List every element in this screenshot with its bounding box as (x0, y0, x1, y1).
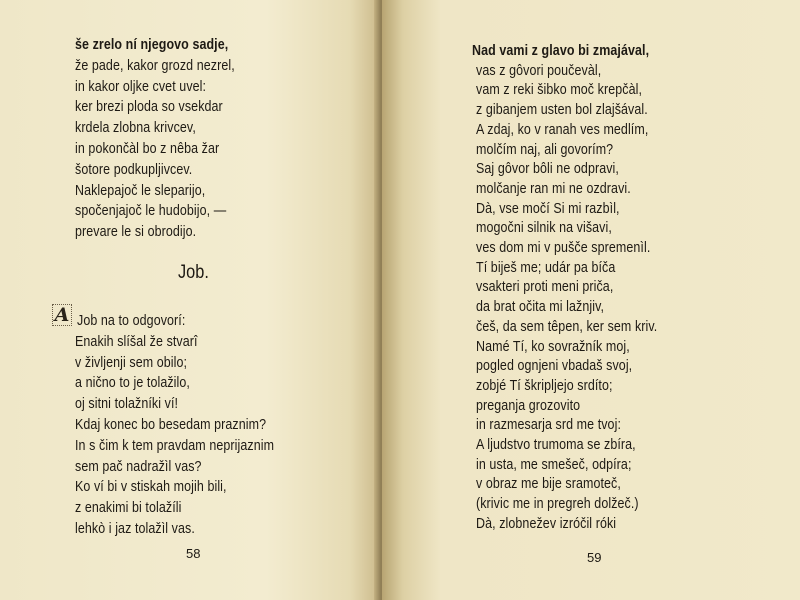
section-heading: Job. (178, 262, 209, 283)
verse-line: da brat očita mi lažnjiv, (476, 299, 605, 316)
verse-line: oj sitni tolažníki ví! (75, 396, 179, 413)
verse-line: v življenji sem obilo; (75, 354, 188, 371)
verse-line: ves dom mi v pušče spremenìl. (476, 240, 651, 256)
verse-line: in usta, me smešeč, odpíra; (476, 456, 632, 473)
verse-line: preganja grozovito (476, 397, 581, 414)
verse-line: vam z reki šibko moč krepčàl, (476, 82, 643, 99)
verse-line: zobjé Tí škripljejo srdíto; (476, 377, 613, 394)
verse-line: spočenjajoč le hudobijo, — (75, 203, 227, 220)
right-page (382, 0, 800, 600)
verse-line: molčím naj, ali govorím? (476, 141, 614, 158)
verse-line: molčanje ran mi ne ozdravi. (476, 180, 631, 197)
verse-line: vas z gôvori poučevàl, (476, 62, 602, 79)
verse-line: in kakor oljke cvet uvel: (75, 78, 207, 95)
verse-line: z enakimi bi tolažíli (75, 500, 182, 517)
verse-line: Dà, vse močí Si mi razbìl, (476, 200, 620, 217)
ornamental-initial-icon: A (52, 304, 72, 326)
verse-line: pogled ognjeni vbadaš svoj, (476, 358, 633, 375)
verse-line: a nično to je tolažilo, (75, 375, 190, 392)
verse-line: A ljudstvo trumoma se zbíra, (476, 437, 636, 453)
verse-line: še zrelo ní njegovo sadje, (75, 37, 229, 53)
verse-line: (krivic me in pregreh dolžeč.) (476, 496, 639, 513)
verse-line: in razmesarja srd me tvoj: (476, 417, 621, 434)
verse-line: Job na to odgovorí: (77, 313, 186, 329)
verse-line: krdela zlobna krivcev, (75, 120, 196, 137)
verse-line: Ko ví bi v stiskah mojih bili, (75, 479, 227, 496)
verse-line: mogočni silnik na višavi, (476, 220, 612, 237)
verse-line: A zdaj, ko v ranah ves medlím, (476, 121, 649, 138)
page-number: 59 (587, 550, 602, 565)
page-number: 58 (186, 546, 201, 561)
verse-line: sem pač nadražìl vas? (75, 458, 202, 475)
verse-line: Naklepajoč le sleparijo, (75, 182, 206, 199)
verse-line: češ, da sem têpen, ker sem kriv. (476, 318, 658, 335)
verse-line: šotore podkupljivcev. (75, 161, 193, 178)
verse-line: Namé Tí, ko sovražník moj, (476, 338, 630, 355)
verse-line: Enakih slíšal že stvarî (75, 333, 198, 350)
verse-line: z gibanjem usten bol zlajšával. (476, 102, 648, 119)
verse-line: Kdaj konec bo besedam praznim? (75, 417, 267, 433)
verse-line: lehkò i jaz tolažìl vas. (75, 521, 195, 537)
verse-line: v obraz me bije sramoteč, (476, 476, 621, 493)
verse-line: že pade, kakor grozd nezrel, (75, 57, 235, 74)
verse-line: Nad vami z glavo bi zmajával, (472, 43, 650, 59)
verse-line: prevare le si obrodijo. (75, 224, 197, 241)
verse-line: In s čim k tem pravdam neprijaznim (75, 437, 275, 454)
verse-line: vsakteri proti meni priča, (476, 279, 614, 296)
verse-line: Saj gôvor bôli ne odpravi, (476, 161, 619, 178)
verse-line: in pokončàl bo z nêba žar (75, 141, 220, 157)
left-page (0, 0, 380, 600)
verse-line: Tí biješ me; udár pa bíča (476, 259, 616, 276)
verse-line: ker brezi ploda so vsekdar (75, 99, 223, 116)
verse-line: Dà, zlobnežev izróčil róki (476, 515, 617, 532)
